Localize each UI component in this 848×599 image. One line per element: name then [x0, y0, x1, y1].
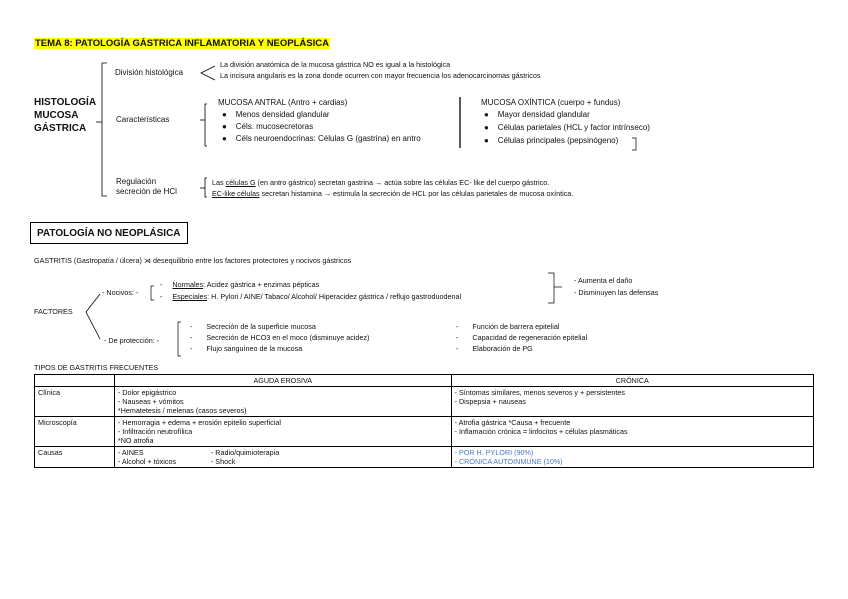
- row-label: Clínica: [35, 387, 115, 417]
- histologia-heading: [34, 96, 96, 135]
- heading-line: MUCOSA: [34, 110, 79, 121]
- tipos-title: TIPOS DE GASTRITIS FRECUENTES: [34, 363, 159, 372]
- regulacion-label: [116, 177, 177, 197]
- gastritis-definition: GASTRITIS (Gastropatía / úlcera) ⋊ desequilibrio entre los factores protectores y nocivos gástricos: [34, 256, 352, 265]
- header-cell: [35, 375, 115, 387]
- list-item: ● Células principales (pepsinógeno): [484, 136, 619, 145]
- mucosa-antral-title: MUCOSA ANTRAL (Antro + cardias): [218, 98, 348, 107]
- division-label: División histológica: [115, 68, 184, 77]
- table-cell: - POR H. PYLORI (90%) - CRÓNICA AUTOINMUNE (10%): [451, 447, 813, 468]
- regulacion-line-2: EC-like células secretan histamina → estimula la secreción de HCL por las células parietales de mucosa oxíntica.: [212, 189, 574, 198]
- nocivos-effect: - Disminuyen las defensas: [574, 288, 659, 297]
- proteccion-left: [190, 322, 369, 353]
- list-item: - Capacidad de regeneración epitelial: [456, 333, 588, 342]
- patologia-section-title: PATOLOGÍA NO NEOPLÁSICA: [30, 222, 188, 244]
- nocivos-normales: - Normales: Acidez gástrica + enzimas pépticas: [160, 280, 320, 289]
- regulacion-label-line: secreción de HCl: [116, 187, 177, 196]
- row-label: Microscopía: [35, 417, 115, 447]
- table-cell: - Dolor epigástrico - Nauseas + vómitos *Hematetesis / melenas (casos severos): [114, 387, 451, 417]
- heading-line: GÁSTRICA: [34, 123, 87, 134]
- proteccion-label: - De protección: -: [104, 336, 160, 345]
- mucosa-antral-list: [222, 110, 421, 144]
- page-title: TEMA 8: PATOLOGÍA GÁSTRICA INFLAMATORIA Y NEOPLÁSICA: [35, 38, 329, 49]
- list-item: - Elaboración de PG: [456, 344, 533, 353]
- factores-label: FACTORES: [34, 307, 73, 316]
- list-item: - Función de barrera epitelial: [456, 322, 560, 331]
- header-cell: AGUDA EROSIVA: [114, 375, 451, 387]
- table-header-row: [35, 375, 814, 387]
- gastritis-table: [34, 374, 814, 468]
- division-line: La división anatómica de la mucosa gástrica NO es igual a la histológica: [220, 60, 451, 69]
- list-item: ● Mayor densidad glandular: [484, 110, 590, 119]
- table-cell: - Atrofia gástrica *Causa + frecuente - Inflamación crónica = linfocitos + células plasmáticas: [451, 417, 813, 447]
- nocivos-label: - Nocivos: -: [102, 288, 139, 297]
- list-item: ● Menos densidad glandular: [222, 110, 330, 119]
- nocivos-effect: - Aumenta el daño: [574, 276, 633, 285]
- table-row: [35, 447, 814, 468]
- table-cell: - AINES - Alcohol + tóxicos - Radio/quimioterapia - Shock: [114, 447, 451, 468]
- mucosa-oxintica-title: MUCOSA OXÍNTICA (cuerpo + fundus): [481, 98, 621, 107]
- mucosa-oxintica-list: [484, 110, 650, 146]
- caracteristicas-label: Características: [116, 115, 170, 124]
- table-cell: - Síntomas similares, menos severos y + persistentes - Dispepsia + nauseas: [451, 387, 813, 417]
- list-item: ● Céls neuroendocrinas: Células G (gastrina) en antro: [222, 134, 421, 143]
- header-cell: CRÓNICA: [451, 375, 813, 387]
- regulacion-line-1: Las células G (en antro gástrico) secretan gastrina → actúa sobre las células EC- like del cuerpo gástrico.: [212, 178, 550, 187]
- list-item: - Secreción de la superficie mucosa: [190, 322, 316, 331]
- heading-line: HISTOLOGÍA: [34, 97, 97, 108]
- list-item: - Secreción de HCO3 en el moco (disminuye acidez): [190, 333, 370, 342]
- list-item: ● Células parietales (HCL y factor intrínseco): [484, 123, 650, 132]
- table-cell: - Hemorragia + edema + erosión epitelio superficial - Infiltración neutrofílica *NO atrofia: [114, 417, 451, 447]
- list-item: ● Céls. mucosecretoras: [222, 122, 314, 131]
- row-label: Causas: [35, 447, 115, 468]
- list-item: - Flujo sanguíneo de la mucosa: [190, 344, 303, 353]
- table-row: [35, 387, 814, 417]
- regulacion-label-line: Regulación: [116, 177, 157, 186]
- division-line: La incisura angularis es la zona donde ocurren con mayor frecuencia los adenocarcinomas gástricos: [220, 71, 541, 80]
- proteccion-right: [456, 322, 587, 353]
- table-row: [35, 417, 814, 447]
- nocivos-especiales: - Especiales: H. Pylori / AINE/ Tabaco/ Alcohol/ Hiperacidez gástrica / reflujo gastroduodenal: [160, 292, 462, 301]
